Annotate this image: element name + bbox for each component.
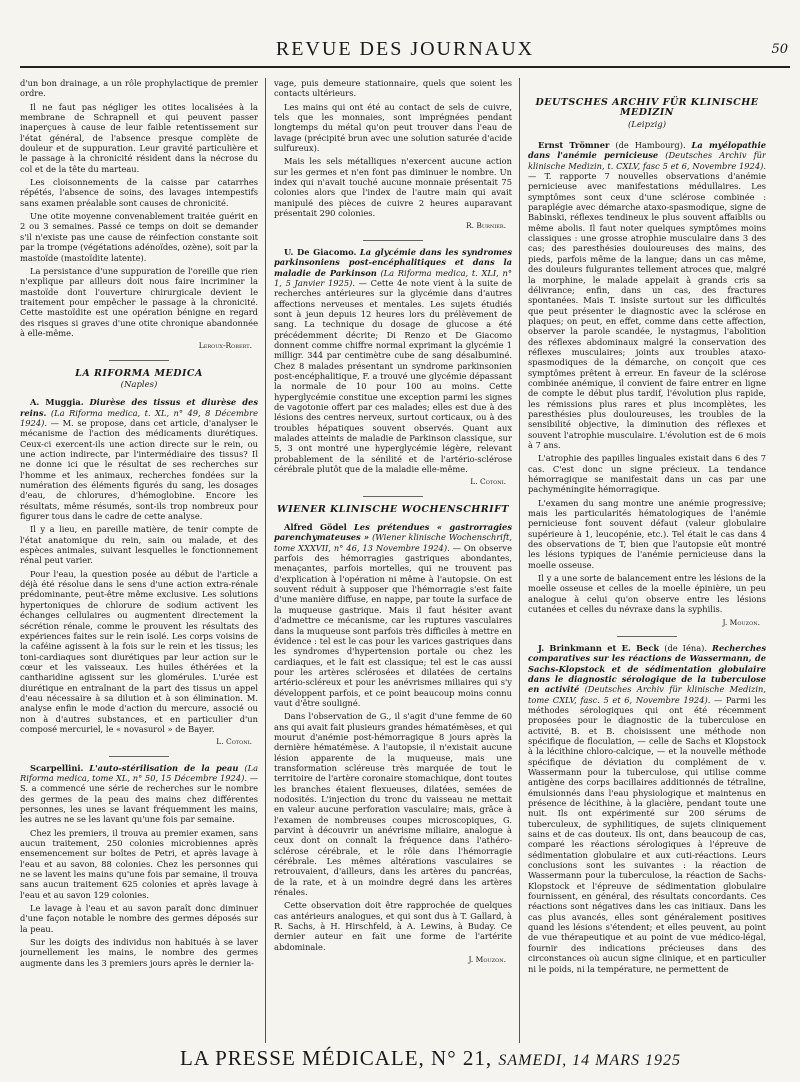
separator bbox=[363, 496, 423, 497]
author-signature: L. Cotoni. bbox=[216, 737, 252, 747]
paragraph: Cette observation doit être rapprochée de quelques cas antérieurs analogues, et qui sont dus à T. Gallard, à R. Sachs, à H. Hirschfeld, à A. Lewins, à Buday. Ce dernier auteur en fait une forme de l'artérite abdominale. bbox=[274, 900, 512, 952]
paragraph: vage, puis demeure stationnaire, quels que soient les contacts ultérieurs. bbox=[274, 78, 512, 99]
article-paragraph bbox=[274, 247, 512, 475]
article-author: U. De Giacomo. bbox=[284, 246, 357, 257]
article-author: A. Muggia. bbox=[30, 397, 84, 408]
article-text: — T. rapporte 7 nouvelles observations d'anémie pernicieuse avec manifestations médullaires. Les symptômes sont ceux d'une sclérose combinée : paraplégie avec démarche ataxo-spasmodique, signe de Babinski, réflexes tendineux le plus souvent affaiblis ou même abolis. Il faut noter quelques symptômes moins classiques : une grosse atrophie musculaire dans 3 des cas; des paresthésies douloureuses des mains, des pieds, parfois même de la langue; dans un cas même, des douleurs fulgurantes tellement atroces que, malgré la morphine, le malade appelait à grands cris sa délivrance; enfin, dans un cas, des fractures spontanées. Mais T. insiste surtout sur les difficultés que peut présenter le diagnostic avec la sclérose en plaques; on peut, en effet, comme dans cette affection, observer la parole scandée, le nystagmus, l'abolition des réflexes abdominaux malgré la conservation des réflexes musculaires; joints aux troubles ataxo-spasmodiques de la démarche, on conçoit que ces symptômes prêtent à erreur. En faveur de la sclérose combinée anémique, il convient de faire entrer en ligne de compte le début plus tardif, l'évolution plus rapide, les rémissions plus rares et plus incomplètes, les paresthésies plus douloureuses, les troubles de la sensibilité objective, la diminution des réflexes et souvent l'atrophie musculaire. L'évolution est de 6 mois à 7 ans. bbox=[528, 171, 766, 450]
article-author: Scarpellini. bbox=[30, 762, 84, 773]
article-location: (de Iéna). bbox=[664, 642, 708, 653]
article-reference: (La Riforma medica, tome XL, n° 50, 15 Décembre 1924). bbox=[20, 762, 258, 783]
separator bbox=[109, 756, 169, 757]
article-title: Diurèse des tissus et diurèse des reins. bbox=[20, 397, 258, 418]
paragraph: Le lavage à l'eau et au savon paraît donc diminuer d'une façon notable le nombre des germes déposés sur la peau. bbox=[20, 903, 258, 934]
paragraph: Il ne faut pas négliger les otites localisées à la membrane de Schrapnell et qui peuvent passer inaperçues à cause de leur faible retentissement sur l'état général, de l'absence presque complète de douleur et de suppuration. Leur gravité particulière et le passage à la chronicité résident dans la nécrose du col et de la tête du marteau. bbox=[20, 101, 258, 174]
paragraph: La persistance d'une suppuration de l'oreille que rien n'explique par ailleurs doit nous faire incriminer la mastoïde dont l'ouverture chirurgicale devient le traitement pour empêcher le passage à la chronicité. Cette mastoïdite est une opération bénigne en regard des risques si graves d'une otite chronique abandonnée à elle-même. bbox=[20, 265, 258, 338]
paragraph: Une otite moyenne convenablement traitée guérit en 2 ou 3 semaines. Passé ce temps on doit se demander s'il n'existe pas une cause de réinfection constante soit par la trompe (végétations adénoïdes, ozène), soit par la mastoïde (mastoïdite latente). bbox=[20, 211, 258, 263]
section-subtitle: (Naples) bbox=[120, 379, 158, 390]
author-signature: J. Mouzon. bbox=[468, 955, 506, 965]
paragraph: Les cloisonnements de la caisse par catarrhes répétés, l'absence de soins, des lavages intempestifs sans examen préalable sont causes de chronicité. bbox=[20, 177, 258, 208]
author-signature: R. Burnier. bbox=[465, 221, 506, 231]
article-title: La glycémie dans les syndromes parkinsoniens post-encéphalitiques et dans la maladie de Parkinson bbox=[274, 246, 512, 278]
separator bbox=[109, 360, 169, 361]
article-text: — S. a commencé une série de recherches sur le nombre des germes de la peau des mains chez différentes personnes, les unes se lavant fréquemment les mains, les autres ne se les lavant qu'une fois par semaine. bbox=[20, 772, 258, 825]
article-author: Alfred Gödel bbox=[284, 522, 347, 533]
article-text: — On observe parfois des hémorragies gastriques abondantes, menaçantes, parfois mortelles, qui ne trouvent pas d'explication à l'opération ni même à l'autopsie. On est souvent réduit à supposer que l'hémorragie s'est faite d'une manière diffuse, en nappe, par toute la surface de la muqueuse gastrique. Mais il faut hésiter avant d'admettre ce mécanisme, car les ruptures vasculaires dans la muqueuse sont parfois très difficiles à mettre en évidence : tel est le cas pour les varices gastriques dans les syndromes d'hypertension portale ou chez les cardiaques, et le fait est classique; tel est le cas aussi pour les artères sclérosées et dilatées de certains artério-scléreux et pour les anévrismes miliaires qui s'y développent parfois, et ce point beaucoup moins connu vaut d'être souligné. bbox=[274, 542, 512, 708]
article-location: (de Hambourg). bbox=[615, 140, 686, 151]
column-rule bbox=[265, 78, 266, 1043]
page-number: 50 bbox=[771, 42, 788, 57]
page-header bbox=[20, 34, 790, 68]
article-reference: (Wiener klinische Wochenschrift, tome XXXVII, n° 46, 13 Novembre 1924). bbox=[274, 532, 512, 553]
footer-journal: LA PRESSE MÉDICALE, bbox=[180, 1046, 425, 1070]
column-3 bbox=[528, 78, 766, 1043]
article-paragraph bbox=[528, 643, 766, 974]
article-title: Les prétendues « gastrorragies parenchymateuses » bbox=[274, 522, 512, 543]
article-reference: (La Riforma medica, t. XLI, n° 1, 5 Janvier 1925). bbox=[274, 267, 512, 288]
paragraph: L'examen du sang montre une anémie progressive; mais les particularités hématologiques de l'anémie pernicieuse font souvent défaut (valeur globulaire supérieure à 1, leucopénie, etc.). Tel était le cas dans 4 des observations de T, bien que l'autopsie eût montré les lésions typiques de l'anémie pernicieuse dans la moelle osseuse. bbox=[528, 497, 766, 570]
article-paragraph bbox=[20, 763, 258, 825]
article-paragraph bbox=[528, 140, 766, 450]
article-text: — Parmi les méthodes sérologiques qui ont été récemment proposées pour le diagnostic de la tuberculose en activité, B. et B. choisissent une méthode non spécifique de floculation, — celle de Sachs et Klopstock à la lécithine chloro-calcique, — et la nouvelle méthode spécifique de déviation du complément de v. Wassermann pour la tuberculose, qui utilise comme antigène des corps bacillaires additionnés de tétraline, émulsionnés dans l'eau physiologique et maintenus en présence de lécithine, à la glacière, pendant toute une nuit. Ils ont expérimenté sur 200 sérums de tuberculeux, de syphilitiques, de sujets cliniquement sains et de cas douteux. Ils ont, dans beaucoup de cas, comparé les réactions sérologiques à l'épreuve de sédimentation globulaire et aux cuti-réactions. Leurs conclusions sont les suivantes : la réaction de Wassermann pour la tuberculose, la réaction de Sachs-Klopstock et l'épreuve de sédimentation globulaire fournissent, en général, des résultats concordants. Ces réactions sont négatives dans les cas initiaux. Dans les cas plus avancés, elles sont généralement positives quand les lésions s'étendent; et elles peuvent, au point de vue thérapeutique et au point de vue médico-légal, fournir des indications précieuses dans des circonstances où aucun signe clinique, et en particulier ni le poids, ni la température, ne permettent de bbox=[528, 694, 766, 974]
paragraph: Pour l'eau, la question posée au début de l'article a déjà été résolue dans le sens d'une action extra-rénale prédominante, peut-être même exclusive. Les solutions hypertoniques de chlorure de sodium activent les échanges cellulaires ou augmentent directement la sécrétion rénale, comme le prouvent les résultats des expériences faites sur le rein isolé. Les corps voisins de la caféine agissent à la fois sur le rein et les tissus; les toni-cardiaques sont diurétiques par leur action sur le cœur et les vaisseaux. Les huiles éthérées et la cantharidine agissent sur les glomérules. L'urée est diurétique en entraînant de la part des tissus un appel d'eau nécessaire à sa dilution et à son élimination. M. analyse enfin le mode d'action du mercure, associé ou non à d'autres substances, et en particulier d'un composé mercuriel, le « novasurol » de Bayer. bbox=[20, 568, 258, 734]
author-signature: J. Mouzon. bbox=[722, 617, 760, 627]
article-text: — Cette 4e note vient à la suite de recherches antérieures sur la glycémie dans d'autres affections nerveuses et mentales. Les sujets étudiés sont à jeun depuis 12 heures lors du prélèvement de sang. La technique du dosage de glucose a été précédemment décrite; Di Renzo et De Giacomo donnent comme chiffre normal exprimant la glycémie 1 milligr. 344 par centimètre cube de sang désalbuminé. Chez 8 malades présentant un syndrome parkinsonien post-encéphalitique, F. a trouvé une glycémie dépassant la normale de 10 pour 100 au moins. Cette hyperglycémie constitue une exception parmi les signes de vagotonie offert par ces malades; elles est due à des lésions des centres nerveux, surtout corticaux, ou à des troubles hépatiques souvent observés. Quant aux malades atteints de maladie de Parkinson classique, sur 5, 3 ont montré une hyperglycémie légère, relevant probablement de la sénilité et de l'artério-sclérose cérébrale plutôt que de la maladie elle-même. bbox=[274, 277, 512, 475]
paragraph: Sur les doigts des individus non habitués à se laver journellement les mains, le nombre des germes augmente dans les 3 premiers jours après le dernier la- bbox=[20, 937, 258, 968]
separator bbox=[617, 636, 677, 637]
article-title: L'auto-stérilisation de la peau bbox=[89, 762, 239, 773]
article-text: — M. se propose, dans cet article, d'analyser le mécanisme de l'action des médicaments diurétiques. Ceux-ci exercent-ils une action directe sur le rein, ou une action indirecte, par l'intermédiaire des tissus? Il ne donne ici que le résultat de ses recherches sur l'homme et les animaux, recherches fondées sur la numération des éléments figurés du sang, les dosages d'eau, de chlorures, d'hémoglobine. Encore les résultats, même résumés, sont-ils trop nombreux pour figurer tous dans le cadre de cette analyse. bbox=[20, 417, 258, 522]
article-author: J. Brinkmann et E. Beck bbox=[538, 642, 660, 653]
article-paragraph bbox=[20, 397, 258, 521]
author-signature: Leroux-Robert. bbox=[198, 341, 252, 351]
article-title: Recherches comparatives sur les réactions de Wassermann, de Sachs-Klopstock et de sédimentation globulaire dans le diagnostic sérologique de la tuberculose en activité bbox=[528, 642, 766, 695]
column-rule bbox=[519, 78, 520, 1043]
article-author: Ernst Trömner bbox=[538, 140, 610, 151]
article-paragraph bbox=[274, 522, 512, 708]
footer-date: SAMEDI, 14 MARS 1925 bbox=[498, 1052, 681, 1069]
article-title: La myélopathie dans l'anémie pernicieuse bbox=[528, 140, 766, 161]
paragraph: d'un bon drainage, a un rôle prophylactique de premier ordre. bbox=[20, 78, 258, 99]
paragraph: Il y a lieu, en pareille matière, de tenir compte de l'état anatomique du rein, sain ou malade, et des espèces animales, suivant lesquelles le fonctionnement rénal peut varier. bbox=[20, 524, 258, 566]
column-2 bbox=[274, 78, 512, 1043]
paragraph: Mais les sels métalliques n'exercent aucune action sur les germes et n'en font pas diminuer le nombre. Un index qui n'avait touché aucune monnaie présentait 75 colonies alors que l'index de l'autre main qui avait manipulé des pièces de cuivre 2 heures auparavant présentait 290 colonies. bbox=[274, 156, 512, 219]
paragraph: L'atrophie des papilles linguales existait dans 6 des 7 cas. C'est donc un signe précieux. La tendance hémorragique se manifestait dans un cas par une pachyméningite hémorragique. bbox=[528, 453, 766, 495]
section-title: LA RIFORMA MEDICA bbox=[75, 367, 203, 379]
section-title: WIENER KLINISCHE WOCHENSCHRIFT bbox=[277, 503, 509, 515]
paragraph: Dans l'observation de G., il s'agit d'une femme de 60 ans qui avait fait plusieurs grandes hématémèses, et qui mourut d'anémie post-hémorragique 8 jours après la dernière hématémèse. A l'autopsie, il n'existait aucune lésion apparente de la muqueuse, mais une transformation scléreuse très marquée de tout le territoire de l'artère coronaire stomachique, dont toutes les branches étaient flexueuses, dilatées, semées de nodosités. L'injection du tronc du vaisseau ne mettait en valeur aucune perforation vasculaire; mais, grâce à l'examen de nombreuses coupes microscopiques, G. parvint à découvrir un anévrisme miliaire, analogue à ceux dont on connaît la fréquence dans l'athéro-sclérose cérébrale, et le rôle dans l'hémorragie cérébrale. Les mêmes altérations vasculaires se retrouvaient, d'ailleurs, dans les artères du pancréas, de la rate, et à un moindre degré dans les artères rénales. bbox=[274, 711, 512, 898]
column-1 bbox=[20, 78, 258, 1043]
section-title: DEUTSCHES ARCHIV FÜR KLINISCHE MEDIZIN bbox=[535, 97, 759, 119]
article-reference: (Deutsches Archiv für klinische Medizin, t. CXLV, fasc 5 et 6, Novembre 1924). bbox=[528, 150, 766, 171]
footer-issue: N° 21, bbox=[431, 1046, 493, 1070]
page-title: REVUE DES JOURNAUX bbox=[275, 38, 535, 60]
separator bbox=[363, 240, 423, 241]
article-reference: (La Riforma medica, t. XL, n° 49, 8 Décembre 1924). bbox=[20, 407, 258, 428]
paragraph: Les mains qui ont été au contact de sels de cuivre, tels que les monnaies, sont imprégnées pendant longtemps du métal qu'on peut trouver dans l'eau de lavage (précipité brun avec une solution saturée d'acide sulfureux). bbox=[274, 101, 512, 154]
author-signature: L. Cotoni. bbox=[470, 477, 506, 487]
section-subtitle: (Leipzig) bbox=[627, 119, 667, 130]
paragraph: Chez les premiers, il trouva au premier examen, sans aucun traitement, 250 colonies microbiennes après ensemencement sur boîtes de Petri, et après lavage à l'eau et au savon, 88 colonies. Chez les personnes qui ne se lavent les mains qu'une fois par semaine, il trouva sans aucun traitement 625 colonies et après lavage à l'eau et au savon 129 colonies. bbox=[20, 827, 258, 900]
paragraph: Il y a une sorte de balancement entre les lésions de la moelle osseuse et celles de la moelle épinière, un peu analogue à celui qu'on observe entre les lésions cutanées et celles du névraxe dans la syphilis. bbox=[528, 573, 766, 615]
page-footer bbox=[180, 1046, 681, 1071]
article-reference: (Deutsches Archiv für klinische Medizin, tome CXLV, fasc. 5 et 6, Novembre 1924). bbox=[528, 684, 766, 705]
